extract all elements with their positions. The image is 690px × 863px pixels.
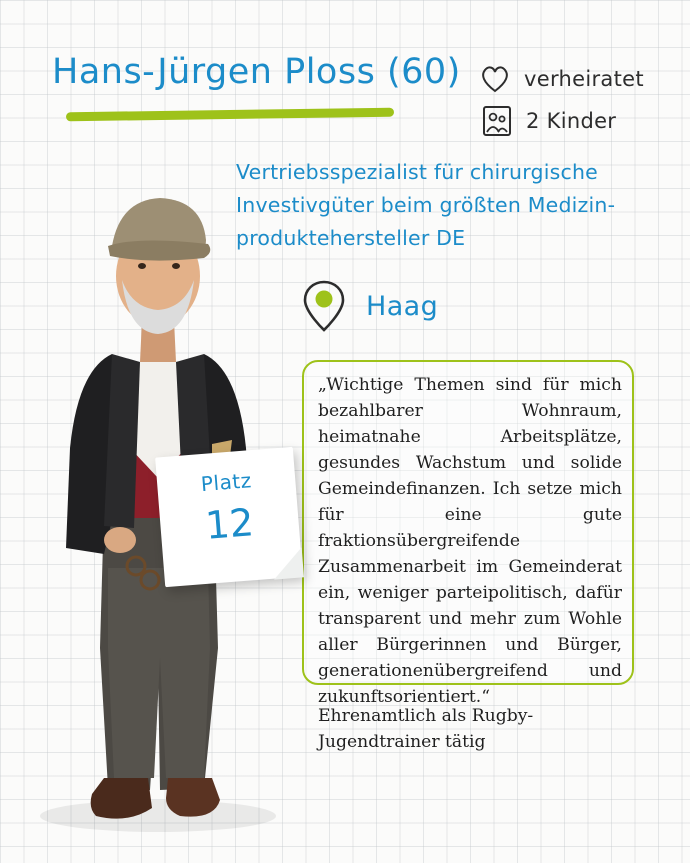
fact-children-label: 2 Kinder — [526, 109, 617, 133]
job-description: Vertriebsspezialist für chirurgische Investivgüter beim größten Medizin-produktehersteller DE — [236, 160, 616, 250]
location — [300, 278, 438, 334]
fact-children — [480, 104, 616, 138]
location-pin-icon — [300, 278, 348, 334]
rank-card — [155, 447, 303, 587]
fact-married — [478, 62, 644, 96]
location-label: Haag — [366, 290, 439, 322]
quote-text: „Wichtige Themen sind für mich bezahlbarer Wohnraum, heimatnahe Arbeitsplätze, gesundes Wachstum und solide Gemeindefinanzen. Ich setze mich für eine gute fraktionsübergreifende Zusammenarbeit im Gemeinderat ein, weniger parteipolitisch, dafür transparent und mehr zum Wohle aller Bürgerinnen und Bürger, generationenübergreifend und zukunftsorientiert.“ — [318, 375, 622, 707]
heart-icon — [478, 62, 512, 96]
rank-label: Platz — [200, 468, 253, 497]
rank-number: 12 — [203, 500, 256, 548]
children-icon — [480, 104, 514, 138]
page-title: Hans-Jürgen Ploss (60) — [52, 52, 461, 92]
title-underline — [66, 108, 394, 122]
fact-married-label: verheiratet — [524, 67, 644, 91]
volunteer-note: Ehrenamtlich als Rugby-Jugendtrainer tätig — [318, 706, 534, 752]
page-fold-corner — [272, 547, 304, 579]
